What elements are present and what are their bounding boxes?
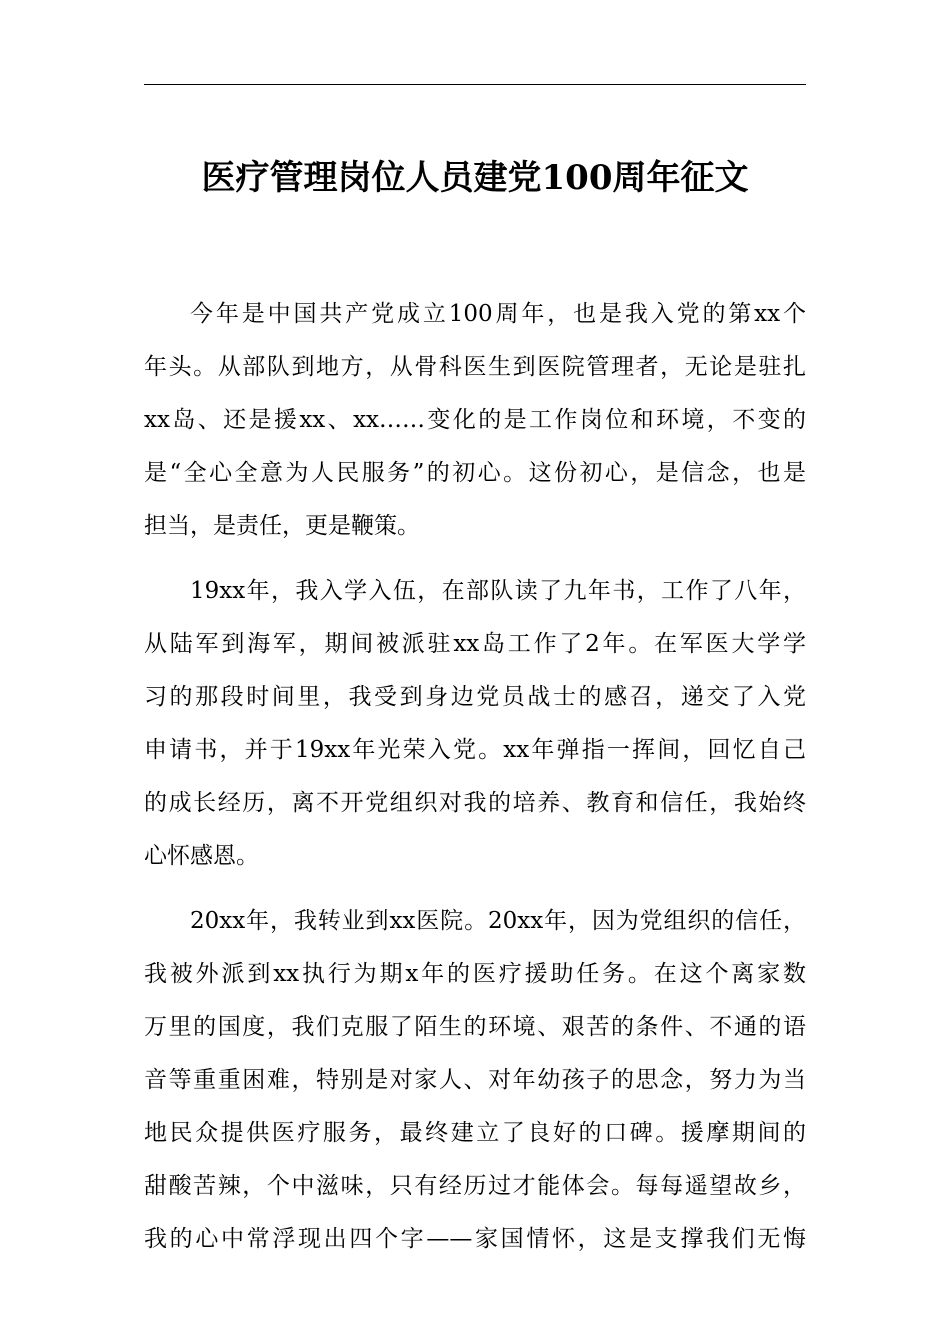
paragraph-line: 年头。从部队到地方，从骨科医生到医院管理者，无论是驻扎 [144, 354, 806, 380]
paragraph-line: 我被外派到xx执行为期x年的医疗援助任务。在这个离家数 [144, 961, 806, 987]
paragraph-line: 从陆军到海军，期间被派驻xx岛工作了2年。在军医大学学 [144, 631, 806, 657]
document-title: 医疗管理岗位人员建党100周年征文 [201, 158, 749, 198]
paragraph-line: 担当，是责任，更是鞭策。 [144, 513, 420, 539]
paragraph-1 [144, 288, 806, 553]
header-rule [144, 84, 806, 85]
paragraph-line: 今年是中国共产党成立100周年，也是我入党的第xx个 [190, 301, 806, 327]
paragraph-line: xx岛、还是援xx、xx……变化的是工作岗位和环境，不变的 [144, 407, 806, 433]
paragraph-line: 20xx年，我转业到xx医院。20xx年，因为党组织的信任， [190, 908, 806, 934]
paragraph-line: 申请书，并于19xx年光荣入党。xx年弹指一挥间，回忆自己 [144, 737, 806, 763]
paragraph-line: 我的心中常浮现出四个字——家国情怀，这是支撑我们无悔 [144, 1226, 806, 1252]
paragraph-line: 习的那段时间里，我受到身边党员战士的感召，递交了入党 [144, 684, 806, 710]
paragraph-3 [144, 895, 806, 1266]
paragraph-line: 地民众提供医疗服务，最终建立了良好的口碑。援摩期间的 [144, 1120, 806, 1146]
paragraph-line: 甜酸苦辣，个中滋味，只有经历过才能体会。每每遥望故乡， [144, 1173, 806, 1199]
paragraph-line: 19xx年，我入学入伍，在部队读了九年书，工作了八年， [190, 578, 806, 604]
paragraph-line: 心怀感恩。 [144, 843, 259, 869]
paragraph-line: 是“全心全意为人民服务”的初心。这份初心，是信念，也是 [144, 460, 806, 486]
paragraph-line: 音等重重困难，特别是对家人、对年幼孩子的思念，努力为当 [144, 1067, 806, 1093]
paragraph-2 [144, 565, 806, 883]
document-body [144, 288, 806, 1278]
paragraph-line: 万里的国度，我们克服了陌生的环境、艰苦的条件、不通的语 [144, 1014, 806, 1040]
paragraph-line: 的成长经历，离不开党组织对我的培养、教育和信任，我始终 [144, 790, 806, 816]
